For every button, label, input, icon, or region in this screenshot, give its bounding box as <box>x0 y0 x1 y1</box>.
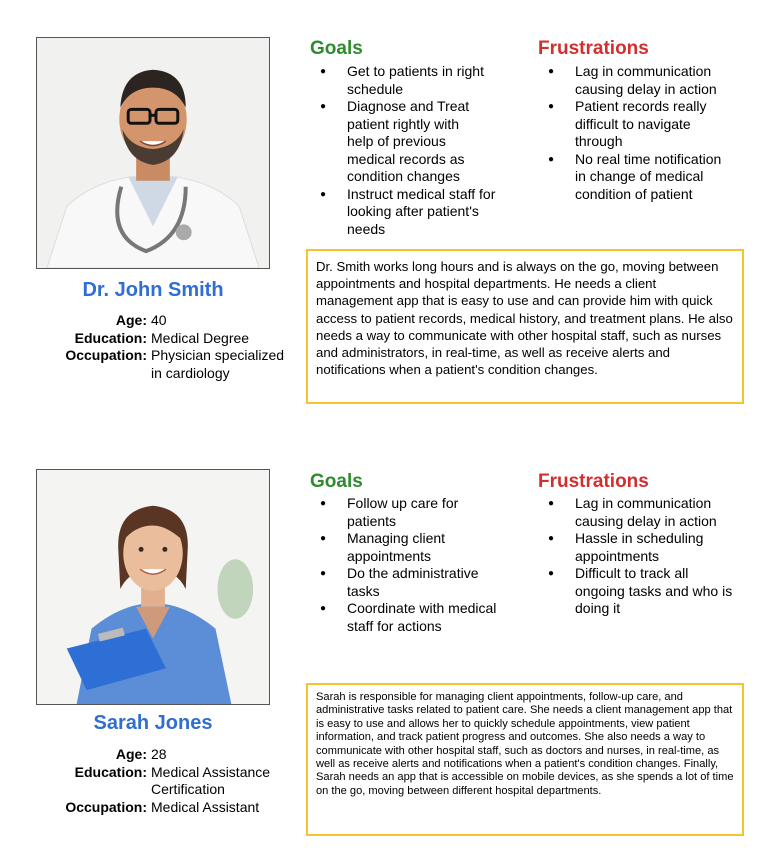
frustration-item: ● No real time notification in change of medical condition of patient <box>538 151 735 204</box>
goal-item: ● Get to patients in right schedule <box>310 63 505 98</box>
persona-name: Sarah Jones <box>93 712 213 734</box>
persona-facts <box>36 312 296 382</box>
fact-education <box>36 330 296 348</box>
goals-list <box>310 63 520 238</box>
goals-list <box>310 495 520 635</box>
frustration-item: ● Lag in communication causing delay in action <box>538 495 733 530</box>
fact-label: Age: <box>115 312 147 328</box>
fact-label: Occupation: <box>65 347 147 363</box>
frustrations-heading: Frustrations <box>538 471 649 492</box>
goal-item: ● Do the administrative tasks <box>310 565 497 600</box>
persona-card-sarah-jones <box>0 432 768 866</box>
frustrations-list <box>538 63 738 203</box>
frustration-item: ● Lag in communication causing delay in action <box>538 63 733 98</box>
frustration-item: ● Difficult to track all ongoing tasks and who is doing it <box>538 565 733 618</box>
frustrations-heading: Frustrations <box>538 38 649 59</box>
fact-label: Age: <box>115 746 147 762</box>
fact-value: 40 <box>151 312 167 328</box>
frustrations-list <box>538 495 738 618</box>
goals-heading: Goals <box>310 38 363 59</box>
persona-bio: Sarah is responsible for managing client appointments, follow-up care, and administrative tasks related to patient care. She needs a client management app that is easy to use and allows her to quickly schedule appointments, view patient information, and track patient progress and outcomes. She also needs a way to communicate with other hospital staff, such as doctors and nurses, in real-time, as well as receive alerts and notifications when a patient's condition changes. Finally, Sarah needs an app that is accessible on mobile devices, as she spends a lot of time on the go, moving between different hospital departments. <box>306 683 744 836</box>
assistant-photo <box>36 469 270 705</box>
fact-value: 28 <box>151 746 167 762</box>
frustration-item: ● Patient records really difficult to navigate through <box>538 98 713 151</box>
persona-name: Dr. John Smith <box>82 279 224 301</box>
goal-item: ● Follow up care for patients <box>310 495 485 530</box>
goal-item: ● Coordinate with medical staff for actions <box>310 600 525 635</box>
medical-assistant-portrait-image <box>37 470 269 704</box>
fact-value: Physician specialized in cardiology <box>151 347 285 381</box>
fact-value: Medical Degree <box>151 329 250 346</box>
doctor-portrait-image <box>37 38 269 268</box>
goal-item: ● Managing client appointments <box>310 530 465 565</box>
doctor-photo <box>36 37 270 269</box>
fact-age <box>36 746 296 764</box>
goals-heading: Goals <box>310 471 363 492</box>
fact-education <box>36 764 296 799</box>
fact-occupation <box>36 799 296 817</box>
fact-value: Medical Assistance Certification <box>151 763 271 797</box>
fact-occupation <box>36 347 296 382</box>
fact-label: Occupation: <box>65 798 147 815</box>
fact-age <box>36 312 296 330</box>
frustration-item: ● Hassle in scheduling appointments <box>538 530 725 565</box>
persona-facts <box>36 746 296 816</box>
fact-value: Medical Assistant <box>151 798 260 815</box>
persona-card-john-smith <box>0 0 768 430</box>
persona-bio: Dr. Smith works long hours and is always on the go, moving between appointments and hospital departments. He needs a client management app that is easy to use and can provide him with quick access to patient records, medical history, and treatment plans. He also needs a way to communicate with other hospital staff, such as nurses and administrators, in real-time, as well as receive alerts and notifications when a patient's condition changes. <box>306 249 744 404</box>
fact-label: Education: <box>74 329 147 346</box>
goal-item: ● Diagnose and Treat patient rightly with help of previous medical records as condition changes <box>310 98 475 186</box>
goal-item: ● Instruct medical staff for looking after patient's needs <box>310 186 515 239</box>
fact-label: Education: <box>74 763 147 780</box>
